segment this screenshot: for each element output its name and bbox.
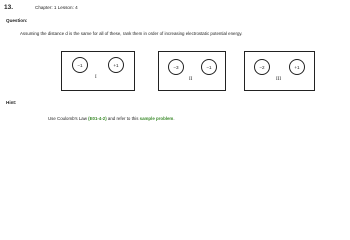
charge-panel-2	[158, 51, 226, 91]
charge-circle-right: +1	[108, 57, 124, 73]
panel-label: II	[189, 77, 193, 82]
charge-circle-right: +1	[289, 59, 305, 75]
coulombs-law-link[interactable]: (E01-4-2)	[88, 116, 107, 121]
charge-circle-right: −1	[201, 59, 217, 75]
panel-label: I	[95, 75, 97, 80]
charge-panel-3	[244, 51, 315, 91]
hint-text-pre: Use Coulomb's Law	[48, 116, 89, 121]
chapter-lesson: Chapter: 1 Lesson: 4	[35, 5, 78, 10]
question-label: Question:	[6, 18, 28, 23]
question-number: 13.	[4, 4, 14, 11]
panel-label: III	[276, 77, 281, 82]
charge-panel-1	[61, 51, 135, 91]
hint-text-post: .	[173, 116, 175, 121]
sample-problem-link[interactable]: sample problem	[139, 116, 174, 121]
hint-text	[48, 116, 175, 121]
hint-text-mid: and refer to this	[106, 116, 140, 121]
question-prompt: Assuming the distance d is the same for all of these, rank them in order of increasing electrostatic potential energy.	[20, 31, 243, 36]
hint-label: Hint:	[6, 100, 17, 105]
charge-circle-left: −1	[72, 57, 88, 73]
charge-circle-left: −2	[254, 59, 270, 75]
charge-circle-left: −3	[168, 59, 184, 75]
